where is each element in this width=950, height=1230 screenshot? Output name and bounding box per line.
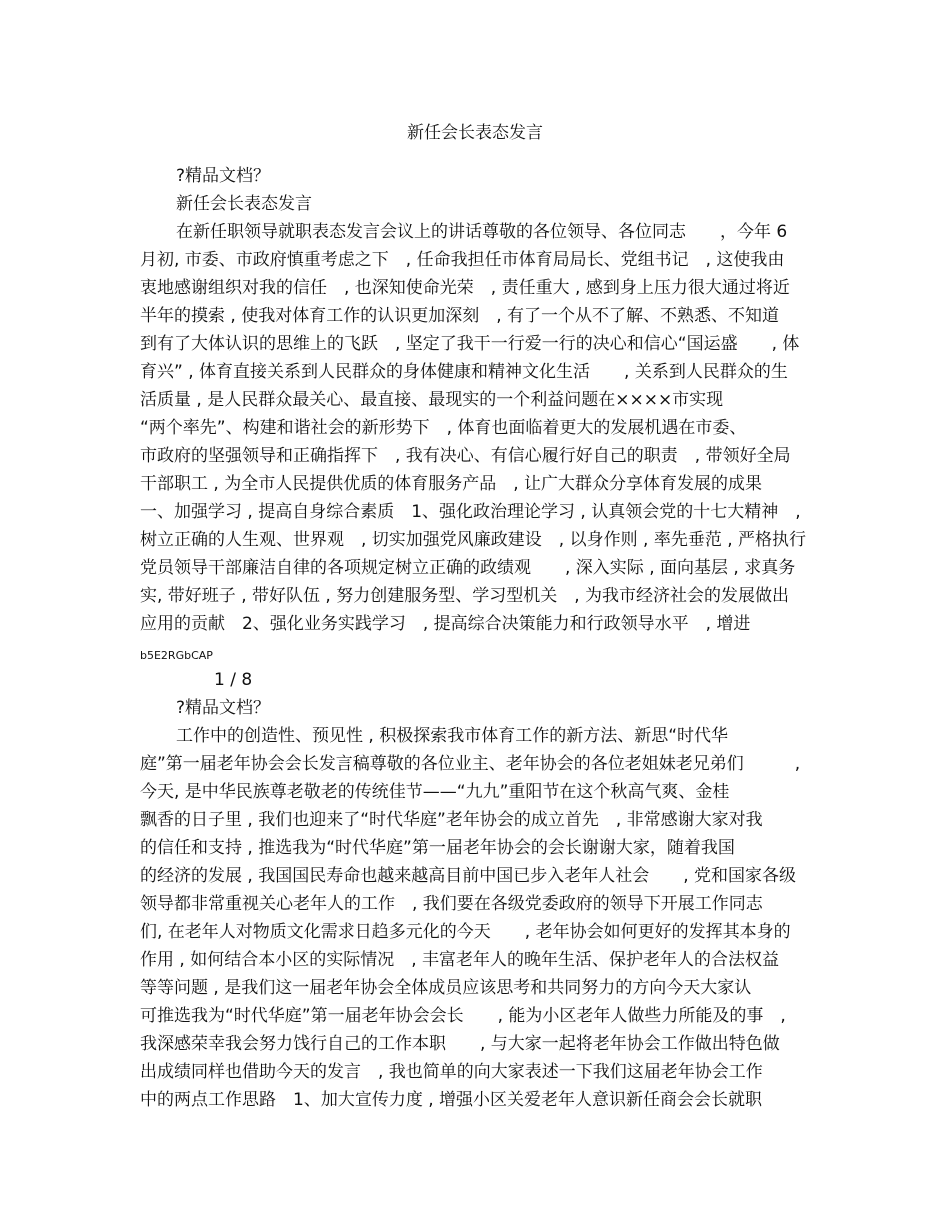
paragraph-line: 出成绩同样也借助今天的发言 , 我也简单的向大家表述一下我们这届老年协会工作 bbox=[140, 1062, 763, 1082]
paragraph-line: 作用 , 如何结合本小区的实际情况 , 丰富老年人的晚年生活、保护老年人的合法权益 bbox=[140, 950, 780, 970]
paragraph-line: 应用的贡献 2、强化业务实践学习 , 提高综合决策能力和行政领导水平 , 增进 bbox=[140, 614, 751, 634]
paragraph-line: 到有了大体认识的思维上的飞跃 , 坚定了我干一行爱一行的决心和信心“国运盛 , 体 bbox=[140, 334, 800, 354]
paragraph-line: 中的两点工作思路 1、加大宣传力度 , 增强小区关爱老年人意识新任商会会长就职 bbox=[140, 1090, 763, 1110]
paragraph-line: 飘香的日子里 , 我们也迎来了“时代华庭”老年协会的成立首先 , 非常感谢大家对我 bbox=[140, 810, 763, 830]
paragraph-line: 可推选我为“时代华庭”第一届老年协会会长 , 能为小区老年人做些力所能及的事 , bbox=[140, 1006, 786, 1026]
document-title: 新任会长表态发言 bbox=[407, 123, 543, 143]
paragraph-line: 在新任职领导就职表态发言会议上的讲话尊敬的各位领导、各位同志 ，今年 6 bbox=[176, 222, 788, 242]
paragraph-line: 党员领导干部廉洁自律的各项规定树立正确的政绩观 , 深入实际 , 面向基层 , 求真务 bbox=[140, 558, 796, 578]
header-mark: ?精品文档？ bbox=[176, 166, 271, 186]
paragraph-line: 的信任和支持 , 推选我为“时代华庭”第一届老年协会的会长谢谢大家，随着我国 bbox=[140, 838, 735, 858]
paragraph-line: 市政府的坚强领导和正确指挥下 , 我有决心、有信心履行好自己的职责 , 带领好全局 bbox=[140, 446, 791, 466]
paragraph-line: 育兴” , 体育直接关系到人民群众的身体健康和精神文化生活 , 关系到人民群众的生 bbox=[140, 362, 788, 382]
header-mark: ?精品文档？ bbox=[176, 698, 271, 718]
paragraph-line: 的经济的发展 , 我国国民寿命也越来越高目前中国已步入老年人社会 , 党和国家各级 bbox=[140, 866, 797, 886]
paragraph-line: 领导都非常重视关心老年人的工作 , 我们要在各级党委政府的领导下开展工作同志 bbox=[140, 894, 763, 914]
paragraph-line: 月初, 市委、市政府慎重考虑之下 , 任命我担任市体育局局长、党组书记 , 这使我由 bbox=[140, 250, 785, 270]
paragraph-line: 今天, 是中华民族尊老敬老的传统佳节——“九九”重阳节在这个秋高气爽、金桂 bbox=[140, 782, 730, 802]
paragraph-line: 们, 在老年人对物质文化需求日趋多元化的今天 , 老年协会如何更好的发挥其本身的 bbox=[140, 922, 791, 942]
paragraph-line: 半年的摸索 , 使我对体育工作的认识更加深刻 , 有了一个从不了解、不熟悉、不知道 bbox=[140, 306, 780, 326]
paragraph-line: 实, 带好班子 , 带好队伍 , 努力创建服务型、学习型机关 , 为我市经济社会的发展做出 bbox=[140, 586, 790, 606]
subtitle: 新任会长表态发言 bbox=[176, 194, 312, 214]
paragraph-line: 干部职工 , 为全市人民提供优质的体育服务产品 , 让广大群众分享体育发展的成果 bbox=[140, 474, 763, 494]
paragraph-line: 活质量 , 是人民群众最关心、最直接、最现实的一个利益问题在××××市实现 bbox=[140, 390, 724, 410]
page-number: 1 / 8 bbox=[214, 670, 253, 690]
paragraph-line: 工作中的创造性、预见性 , 积极探索我市体育工作的新方法、新思“时代华 bbox=[176, 726, 729, 746]
paragraph-line: 庭”第一届老年协会会长发言稿尊敬的各位业主、老年协会的各位老姐妹老兄弟们 , bbox=[140, 754, 801, 774]
paragraph-line: 树立正确的人生观、世界观 , 切实加强党风廉政建设 , 以身作则 , 率先垂范 , 严格执行 bbox=[140, 530, 807, 550]
paragraph-line: 等等问题 , 是我们这一届老年协会全体成员应该思考和共同努力的方向今天大家认 bbox=[140, 978, 752, 998]
paragraph-line: “两个率先”、构建和谐社会的新形势下 , 体育也面临着更大的发展机遇在市委、 bbox=[140, 418, 747, 438]
paragraph-line: 衷地感谢组织对我的信任 , 也深知使命光荣 , 责任重大 , 感到身上压力很大通过将近 bbox=[140, 278, 790, 298]
watermark-code: b5E2RGbCAP bbox=[140, 649, 213, 662]
paragraph-line: 我深感荣幸我会努力饯行自己的工作本职 , 与大家一起将老年协会工作做出特色做 bbox=[140, 1034, 780, 1054]
paragraph-line: 一、加强学习 , 提高自身综合素质 1、强化政治理论学习 , 认真领会党的十七大精神 , bbox=[140, 502, 801, 522]
